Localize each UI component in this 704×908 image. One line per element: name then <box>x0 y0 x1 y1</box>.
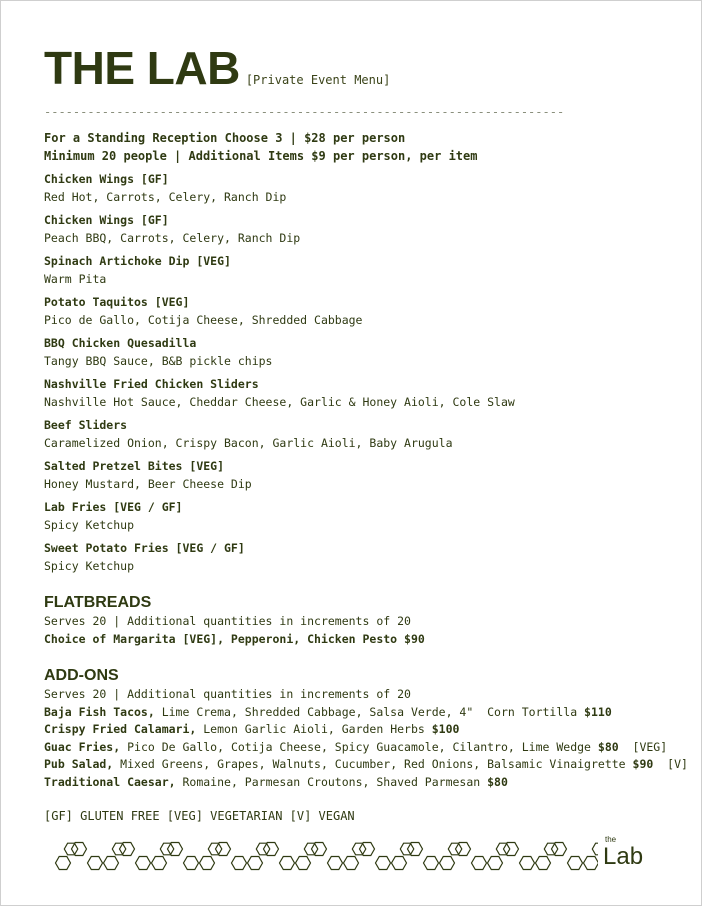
addon-description: Mixed Greens, Grapes, Walnuts, Cucumber, Red Onions, Balsamic Vinaigrette <box>113 757 633 771</box>
hexagon-shape <box>200 857 215 870</box>
addon-price: $110 <box>584 704 612 719</box>
addon-price: $80 <box>597 739 619 754</box>
hexagon-shape <box>344 857 359 870</box>
addon-price: $100 <box>431 722 460 736</box>
addon-name: Baja Fish Tacos, <box>44 704 155 719</box>
dashed-divider: ------------------------------------------------------------------------ <box>44 105 565 119</box>
hexagon-shape <box>328 857 343 870</box>
addon-tag: [V] <box>653 757 688 771</box>
hexagon-shape <box>568 857 583 870</box>
hexagon-shape <box>248 857 263 870</box>
hexagon-shape <box>296 857 311 870</box>
menu-item-description: Honey Mustard, Beer Cheese Dip <box>44 477 252 491</box>
menu-content <box>44 129 688 791</box>
hexagon-shape <box>136 857 151 870</box>
addon-tag: [VEG] <box>618 739 668 754</box>
logo-small-text: the <box>605 835 617 844</box>
menu-item <box>44 335 684 370</box>
reception-minimum: Minimum 20 people | Additional Items $9 per person, per item <box>44 149 478 163</box>
addon-price: $80 <box>487 774 508 789</box>
addon-item <box>44 721 684 739</box>
addon-item-list <box>44 704 688 792</box>
hexagon-shape <box>536 857 551 870</box>
menu-item-name: Salted Pretzel Bites [VEG] <box>44 459 225 473</box>
menu-item <box>44 540 684 575</box>
flatbreads-choice: Choice of Margarita [VEG], Pepperoni, Chicken Pesto $90 <box>44 631 425 646</box>
reception-pricing: For a Standing Reception Choose 3 | $28 per person <box>44 131 406 145</box>
menu-item <box>44 417 684 452</box>
menu-item <box>44 212 684 247</box>
hexagon-shape <box>520 857 535 870</box>
page-subtitle: [Private Event Menu] <box>245 73 391 87</box>
addon-description: Pico De Gallo, Cotija Cheese, Spicy Guacamole, Cilantro, Lime Wedge <box>120 739 598 754</box>
reception-item-list <box>44 171 684 575</box>
page-title: THE LAB <box>44 42 240 94</box>
addon-item <box>44 774 684 792</box>
menu-item-description: Tangy BBQ Sauce, B&B pickle chips <box>44 354 273 368</box>
menu-item <box>44 171 684 206</box>
menu-header <box>44 42 391 94</box>
addon-description: Lime Crema, Shredded Cabbage, Salsa Verde, 4" Corn Tortilla <box>154 704 585 719</box>
menu-item-description: Red Hot, Carrots, Celery, Ranch Dip <box>44 190 287 204</box>
menu-item-description: Caramelized Onion, Crispy Bacon, Garlic Aioli, Baby Arugula <box>44 436 453 450</box>
hexagon-shape <box>56 857 71 870</box>
menu-item <box>44 458 684 493</box>
hexagon-shape <box>456 843 471 856</box>
hexagon-shape <box>152 857 167 870</box>
hexagon-shape <box>104 857 119 870</box>
hexagon-shape <box>504 843 519 856</box>
menu-item-name: Spinach Artichoke Dip [VEG] <box>44 254 231 268</box>
hexagon-shape <box>72 843 87 856</box>
menu-item-name: Nashville Fried Chicken Sliders <box>44 377 259 391</box>
addon-name: Traditional Caesar, <box>44 774 176 789</box>
hexagon-shape <box>216 843 231 856</box>
menu-item-description: Pico de Gallo, Cotija Cheese, Shredded Cabbage <box>44 313 363 327</box>
addon-name: Crispy Fried Calamari, <box>44 722 197 736</box>
menu-item-name: Chicken Wings [GF] <box>44 172 169 186</box>
hexagon-shape <box>232 857 247 870</box>
menu-item-name: Potato Taquitos [VEG] <box>44 295 190 309</box>
addon-price: $90 <box>632 757 654 771</box>
menu-item-description: Peach BBQ, Carrots, Celery, Ranch Dip <box>44 231 301 245</box>
menu-item <box>44 253 684 288</box>
hexagon-shape <box>184 857 199 870</box>
diet-legend: [GF] GLUTEN FREE [VEG] VEGETARIAN [V] VEGAN <box>44 809 355 823</box>
hexagon-shape <box>392 857 407 870</box>
hexagon-shape <box>360 843 375 856</box>
hexagon-shape <box>120 843 135 856</box>
menu-item <box>44 376 684 411</box>
hexagon-shape <box>264 843 279 856</box>
hexagon-shape <box>440 857 455 870</box>
addons-serves: Serves 20 | Additional quantities in increments of 20 <box>44 687 411 701</box>
menu-item-name: Chicken Wings [GF] <box>44 213 169 227</box>
addon-name: Pub Salad, <box>44 757 114 771</box>
hexagon-shape <box>88 857 103 870</box>
hexagon-shape <box>312 843 327 856</box>
hexagon-pattern-icon <box>53 839 598 873</box>
addon-item <box>44 704 684 722</box>
menu-item <box>44 499 684 534</box>
hexagon-shape <box>424 857 439 870</box>
hexagon-shape <box>488 857 503 870</box>
menu-item <box>44 294 684 329</box>
hexagon-shape <box>376 857 391 870</box>
addons-title: ADD-ONS <box>44 667 119 684</box>
hexagon-shape <box>168 843 183 856</box>
hexagon-shape <box>592 843 598 855</box>
lab-logo <box>603 836 643 870</box>
addon-description: Lemon Garlic Aioli, Garden Herbs <box>196 722 432 736</box>
flatbreads-title: FLATBREADS <box>44 594 152 611</box>
hexagon-shape <box>408 843 423 856</box>
menu-item-description: Spicy Ketchup <box>44 559 135 573</box>
flatbreads-serves: Serves 20 | Additional quantities in increments of 20 <box>44 614 411 628</box>
menu-item-description: Warm Pita <box>44 272 107 286</box>
hexagon-shape <box>280 857 295 870</box>
hexagon-shape <box>584 857 599 870</box>
menu-item-name: Beef Sliders <box>44 418 128 432</box>
menu-item-name: BBQ Chicken Quesadilla <box>44 336 197 350</box>
menu-item-description: Spicy Ketchup <box>44 518 135 532</box>
menu-item-description: Nashville Hot Sauce, Cheddar Cheese, Garlic & Honey Aioli, Cole Slaw <box>44 395 515 409</box>
menu-item-name: Lab Fries [VEG / GF] <box>44 500 183 514</box>
addon-name: Guac Fries, <box>44 739 121 754</box>
addon-description: Romaine, Parmesan Croutons, Shaved Parmesan <box>175 774 488 789</box>
hexagon-shape <box>472 857 487 870</box>
menu-item-name: Sweet Potato Fries [VEG / GF] <box>44 541 245 555</box>
addon-item <box>44 756 688 774</box>
logo-large-text: Lab <box>603 843 644 870</box>
addon-item <box>44 739 684 757</box>
hexagon-shape <box>552 843 567 856</box>
